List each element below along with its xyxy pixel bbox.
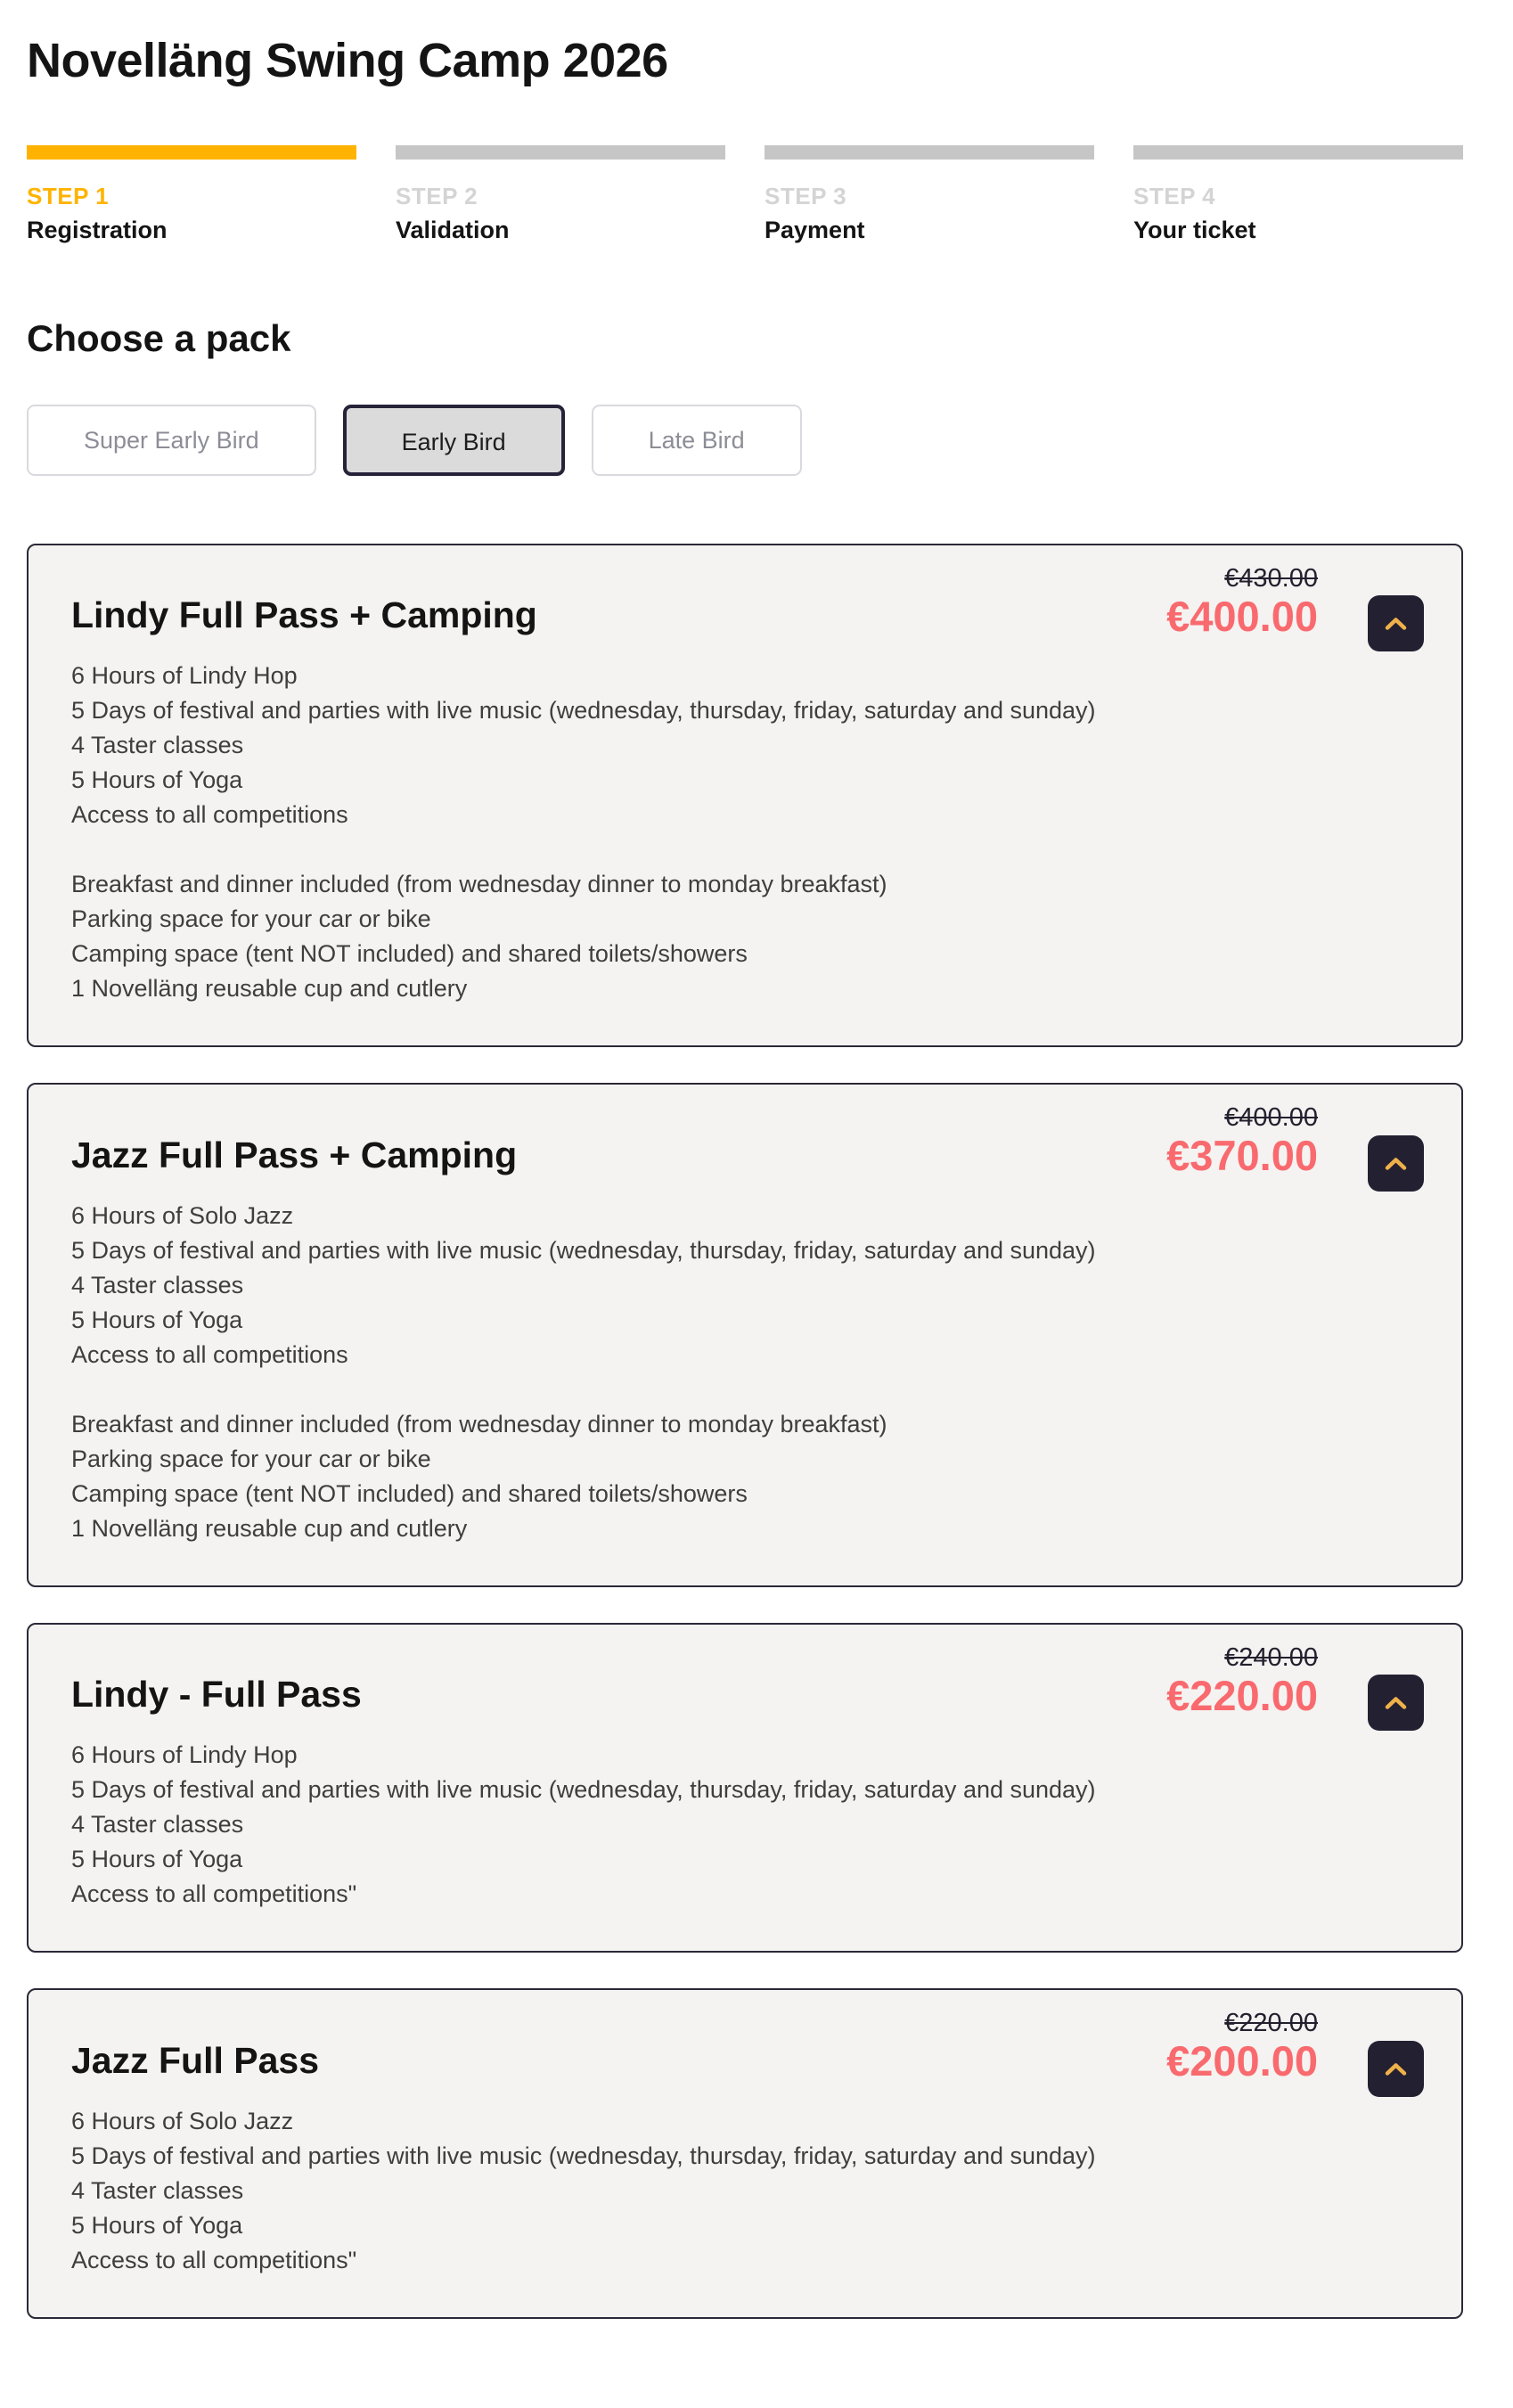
feature-line: 1 Novelläng reusable cup and cutlery <box>71 1514 468 1542</box>
current-price: €370.00 <box>1166 1132 1318 1180</box>
pack-card-lindy-full-pass-camping <box>27 544 1463 1048</box>
pack-card-lindy-full-pass <box>27 1623 1463 1953</box>
current-price: €400.00 <box>1166 592 1318 640</box>
pack-description <box>71 2104 1424 2278</box>
pack-card-jazz-full-pass-camping <box>27 1083 1463 1587</box>
feature-list <box>71 1738 1424 1912</box>
original-price: €400.00 <box>1224 1103 1318 1133</box>
step-4-label: Your ticket <box>1133 216 1256 243</box>
feature-line: Breakfast and dinner included (from wednesday dinner to monday breakfast) <box>71 871 887 898</box>
pack-card-header <box>71 1102 1424 1179</box>
pack-name: Lindy Full Pass + Camping <box>71 594 537 636</box>
pack-card-jazz-full-pass <box>27 1988 1463 2319</box>
step-2-validation <box>396 145 725 244</box>
price-block <box>1166 1642 1318 1719</box>
collapse-button[interactable] <box>1368 2041 1424 2097</box>
feature-line: Breakfast and dinner included (from wednesday dinner to monday breakfast) <box>71 1410 887 1437</box>
chevron-up-icon <box>1384 2061 1408 2076</box>
step-4-number: STEP 4 <box>1133 182 1216 209</box>
original-price: €220.00 <box>1224 2009 1318 2038</box>
feature-line: 1 Novelläng reusable cup and cutlery <box>71 975 468 1003</box>
current-price: €200.00 <box>1166 2037 1318 2085</box>
step-3-progress-bar <box>765 145 1094 160</box>
step-3-label: Payment <box>765 216 865 243</box>
page-title: Novelläng Swing Camp 2026 <box>27 34 668 87</box>
feature-line: Parking space for your car or bike <box>71 1445 431 1472</box>
feature-list <box>71 1199 1424 1372</box>
pack-tier-tabs <box>27 405 1463 476</box>
pack-list <box>27 544 1463 2319</box>
step-1-progress-bar <box>27 145 356 160</box>
feature-line: 5 Hours of Yoga <box>71 1306 243 1333</box>
pack-description <box>71 659 1424 1006</box>
step-1-number: STEP 1 <box>27 182 110 209</box>
tab-early-bird[interactable]: Early Bird <box>343 405 565 476</box>
feature-line: Access to all competitions <box>71 1340 348 1368</box>
step-2-number: STEP 2 <box>396 182 478 209</box>
chevron-up-icon <box>1384 1695 1408 1710</box>
pack-card-header <box>71 1642 1424 1719</box>
tab-super-early-bird[interactable]: Super Early Bird <box>27 405 316 476</box>
collapse-button[interactable] <box>1368 595 1424 651</box>
collapse-button[interactable] <box>1368 1675 1424 1731</box>
original-price: €430.00 <box>1224 563 1318 593</box>
price-block <box>1166 2008 1318 2084</box>
step-4-progress-bar <box>1133 145 1463 160</box>
original-price: €240.00 <box>1224 1642 1318 1672</box>
feature-list <box>71 659 1424 832</box>
feature-line: 6 Hours of Solo Jazz <box>71 2107 294 2134</box>
feature-line: 4 Taster classes <box>71 1811 244 1839</box>
chevron-up-icon <box>1384 1156 1408 1171</box>
feature-line: 5 Hours of Yoga <box>71 2211 243 2239</box>
feature-line: 4 Taster classes <box>71 1271 244 1298</box>
pack-name: Jazz Full Pass + Camping <box>71 1134 518 1175</box>
pack-card-header <box>71 563 1424 640</box>
feature-line: 5 Days of festival and parties with live music (wednesday, thursday, friday, saturday and sunday) <box>71 2142 1096 2169</box>
feature-list <box>71 2104 1424 2278</box>
pack-description <box>71 1199 1424 1546</box>
extras-list <box>71 1407 1424 1546</box>
step-2-label: Validation <box>396 216 510 243</box>
collapse-button[interactable] <box>1368 1135 1424 1192</box>
current-price: €220.00 <box>1166 1671 1318 1719</box>
feature-line: 6 Hours of Solo Jazz <box>71 1201 294 1229</box>
pack-name: Jazz Full Pass <box>71 2039 320 2081</box>
feature-line: 5 Days of festival and parties with live music (wednesday, thursday, friday, saturday and sunday) <box>71 1236 1096 1264</box>
feature-line: 6 Hours of Lindy Hop <box>71 662 298 690</box>
feature-line: 5 Days of festival and parties with live music (wednesday, thursday, friday, saturday and sunday) <box>71 1776 1096 1804</box>
price-block <box>1166 1102 1318 1179</box>
pack-name: Lindy - Full Pass <box>71 1674 362 1716</box>
section-heading: Choose a pack <box>27 316 291 359</box>
chevron-up-icon <box>1384 616 1408 631</box>
feature-line: Parking space for your car or bike <box>71 905 431 933</box>
feature-line: 4 Taster classes <box>71 732 244 759</box>
feature-line: 6 Hours of Lindy Hop <box>71 1741 298 1769</box>
feature-line: Camping space (tent NOT included) and shared toilets/showers <box>71 1479 748 1507</box>
pack-card-header <box>71 2008 1424 2084</box>
step-2-progress-bar <box>396 145 725 160</box>
feature-line: Camping space (tent NOT included) and shared toilets/showers <box>71 940 748 968</box>
step-3-payment <box>765 145 1094 244</box>
price-block <box>1166 563 1318 640</box>
feature-line: Access to all competitions <box>71 801 348 829</box>
feature-line: Access to all competitions" <box>71 2246 357 2273</box>
tab-late-bird[interactable]: Late Bird <box>592 405 802 476</box>
feature-line: 5 Days of festival and parties with live music (wednesday, thursday, friday, saturday and sunday) <box>71 697 1096 725</box>
step-3-number: STEP 3 <box>765 182 847 209</box>
step-4-your-ticket <box>1133 145 1463 244</box>
stepper <box>27 145 1463 244</box>
step-1-registration <box>27 145 356 244</box>
feature-line: 4 Taster classes <box>71 2176 244 2204</box>
feature-line: 5 Hours of Yoga <box>71 766 243 794</box>
step-1-label: Registration <box>27 216 168 243</box>
feature-line: 5 Hours of Yoga <box>71 1846 243 1873</box>
extras-list <box>71 867 1424 1006</box>
feature-line: Access to all competitions" <box>71 1880 357 1908</box>
pack-description <box>71 1738 1424 1912</box>
